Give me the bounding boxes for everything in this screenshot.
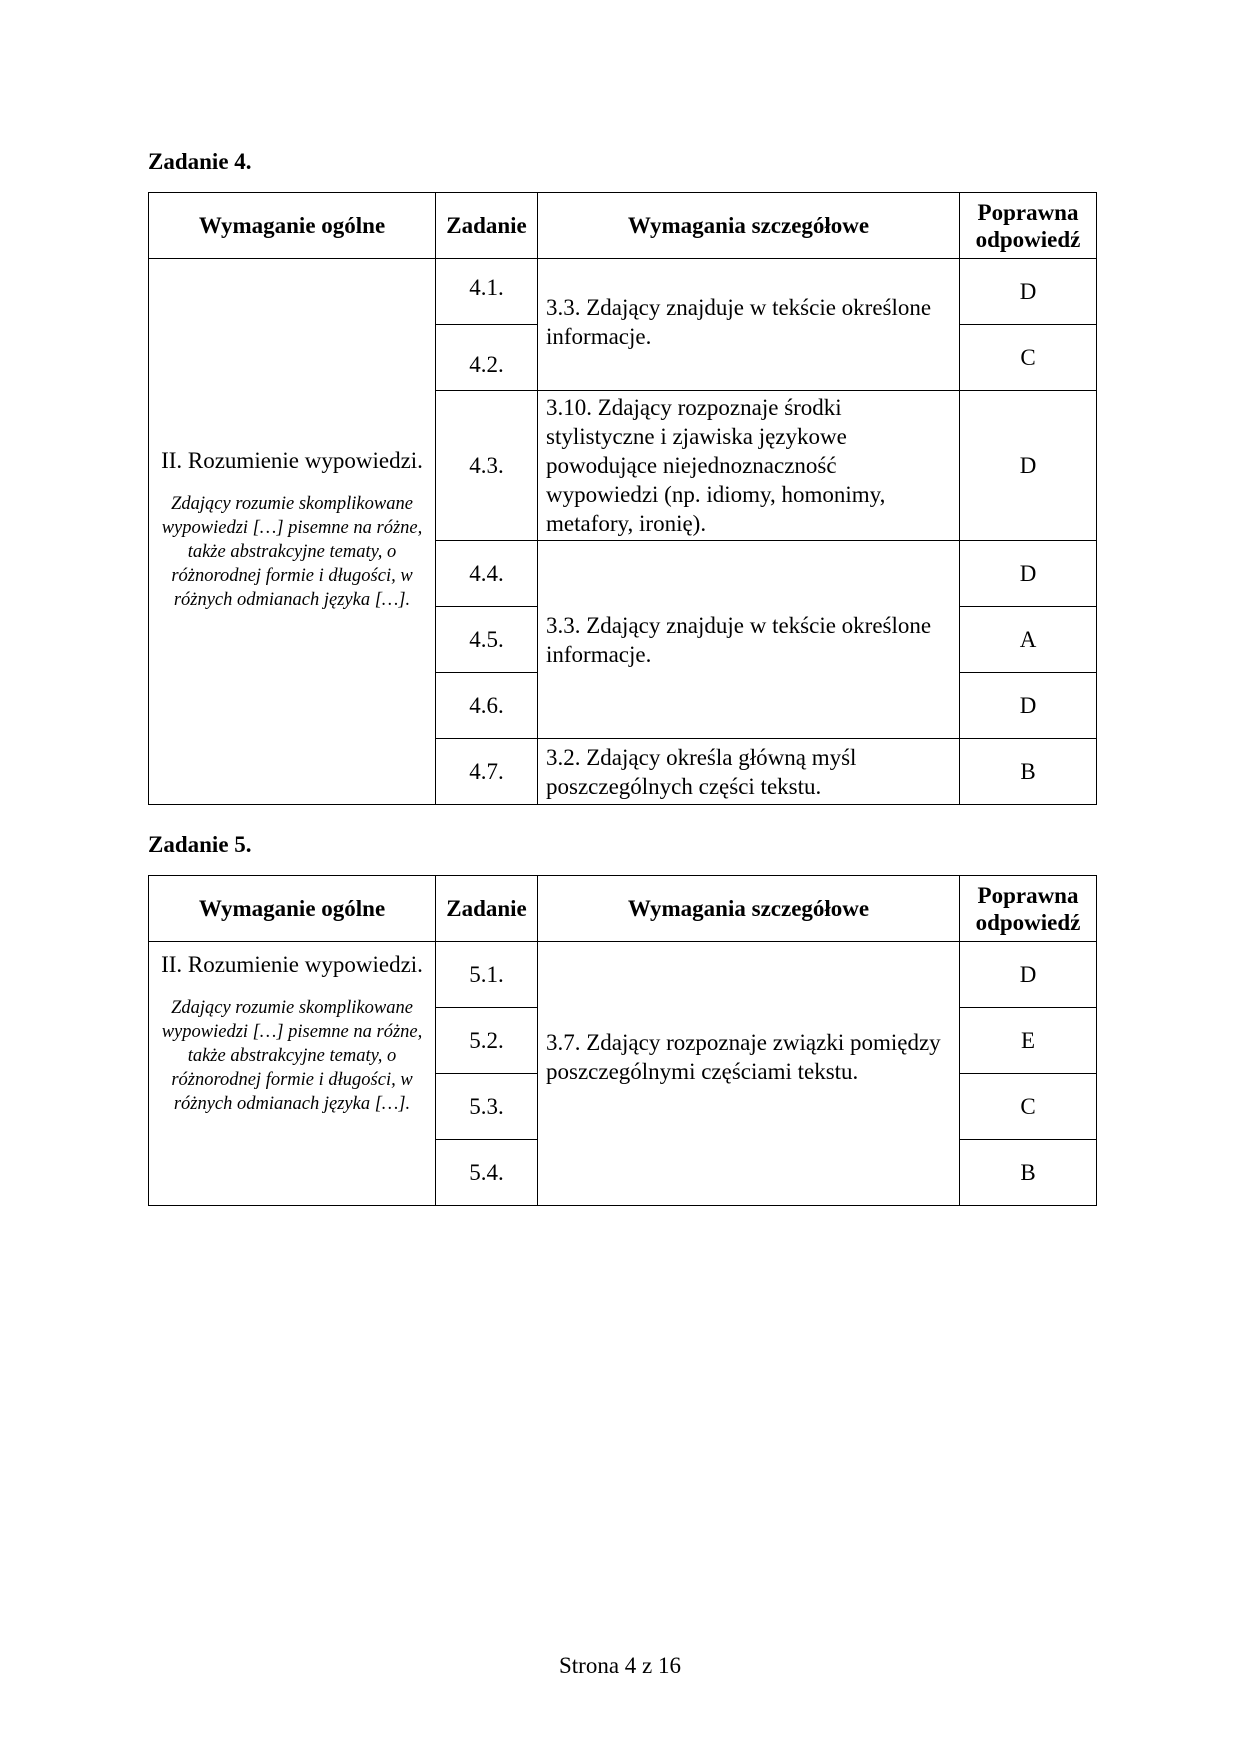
header-answer: Poprawna odpowiedź	[960, 193, 1097, 259]
task-number: 5.3.	[436, 1074, 538, 1140]
general-requirement-title: II. Rozumienie wypowiedzi.	[161, 447, 423, 473]
task-number: 4.4.	[436, 541, 538, 607]
detailed-requirement: 3.3. Zdający znajduje w tekście określone informacje.	[538, 541, 960, 739]
answer: C	[960, 1074, 1097, 1140]
detailed-requirement: 3.7. Zdający rozpoznaje związki pomiędzy poszczególnymi częściami tekstu.	[538, 942, 960, 1206]
answer: E	[960, 1008, 1097, 1074]
task4-header-row	[149, 193, 1097, 259]
table-row	[149, 942, 1097, 1008]
task-number: 5.1.	[436, 942, 538, 1008]
detailed-requirement: 3.3. Zdający znajduje w tekście określone informacje.	[538, 259, 960, 391]
task5-heading: Zadanie 5.	[148, 832, 252, 857]
header-general: Wymaganie ogólne	[149, 193, 436, 259]
answer: D	[960, 259, 1097, 325]
answer: A	[960, 607, 1097, 673]
task-number: 4.2.	[436, 325, 538, 391]
header-task: Zadanie	[436, 876, 538, 942]
task-number: 4.3.	[436, 391, 538, 541]
header-detailed: Wymagania szczegółowe	[538, 193, 960, 259]
detailed-requirement: 3.2. Zdający określa główną myśl poszczególnych części tekstu.	[538, 739, 960, 805]
task-number: 4.1.	[436, 259, 538, 325]
task-number: 5.2.	[436, 1008, 538, 1074]
task5-table	[148, 875, 1097, 1206]
task-number: 4.7.	[436, 739, 538, 805]
answer: D	[960, 391, 1097, 541]
answer: D	[960, 673, 1097, 739]
task-number: 5.4.	[436, 1140, 538, 1206]
task-number: 4.6.	[436, 673, 538, 739]
task-number: 4.5.	[436, 607, 538, 673]
header-answer: Poprawna odpowiedź	[960, 876, 1097, 942]
task5-header-row	[149, 876, 1097, 942]
header-task: Zadanie	[436, 193, 538, 259]
answer: D	[960, 942, 1097, 1008]
header-detailed: Wymagania szczegółowe	[538, 876, 960, 942]
page-number: Strona 4 z 16	[558, 1653, 681, 1678]
table-row	[149, 259, 1097, 325]
general-requirement-cell	[149, 942, 436, 1206]
general-requirement-description: Zdający rozumie skomplikowane wypowiedzi […] pisemne na różne, także abstrakcyjne tematy, o różnorodnej formie i długości, w różnych odmianach języka […].	[161, 493, 423, 610]
general-requirement-title: II. Rozumienie wypowiedzi.	[161, 952, 423, 977]
task4-table	[148, 192, 1097, 805]
answer: B	[960, 1140, 1097, 1206]
general-requirement-cell	[149, 259, 436, 805]
task4-heading: Zadanie 4.	[148, 149, 252, 174]
answer: C	[960, 325, 1097, 391]
general-requirement-description: Zdający rozumie skomplikowane wypowiedzi […] pisemne na różne, także abstrakcyjne tematy, o różnorodnej formie i długości, w różnych odmianach języka […].	[161, 998, 423, 1114]
answer: B	[960, 739, 1097, 805]
header-general: Wymaganie ogólne	[149, 876, 436, 942]
answer: D	[960, 541, 1097, 607]
detailed-requirement: 3.10. Zdający rozpoznaje środki stylistyczne i zjawiska językowe powodujące niejednoznaczność wypowiedzi (np. idiomy, homonimy, metafory, ironię).	[538, 391, 960, 541]
